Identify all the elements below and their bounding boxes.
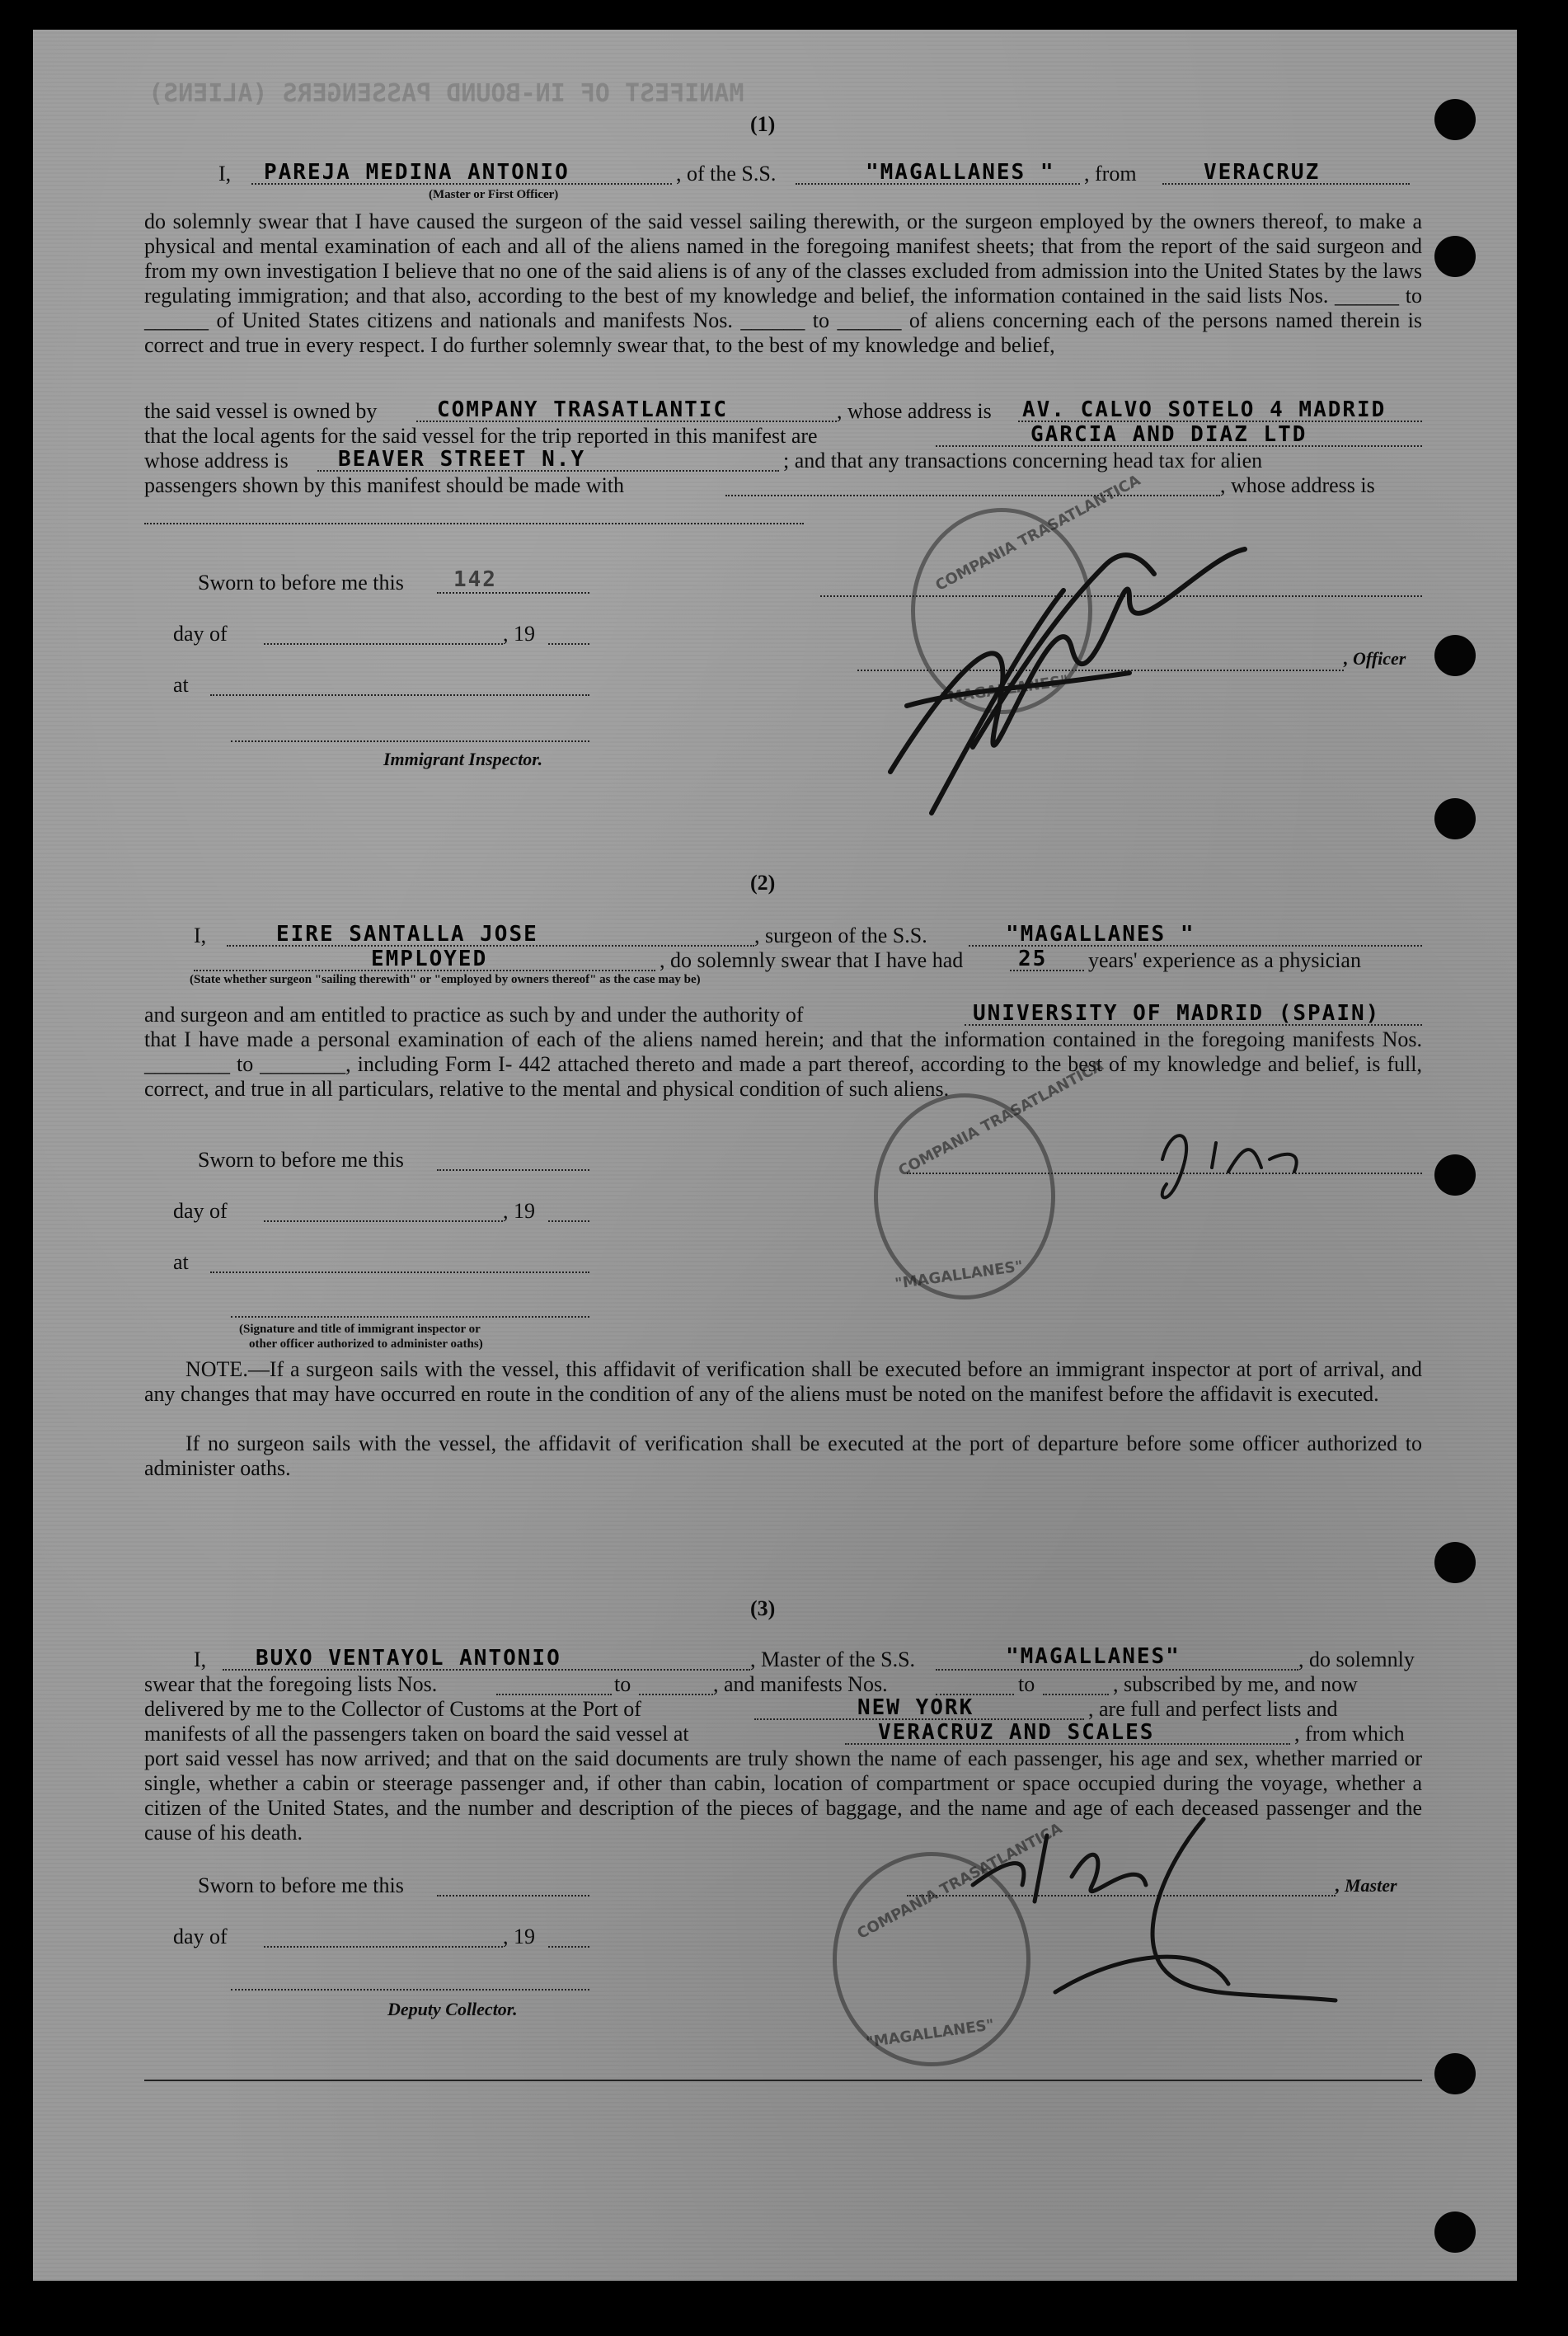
year-line (548, 1946, 589, 1948)
to-label: to (614, 1672, 631, 1696)
line3-a: delivered by me to the Collector of Customs at the Port of (144, 1697, 641, 1721)
section1-i-label: I, (218, 162, 232, 186)
year-line (548, 643, 589, 645)
officer-caption: (Master or First Officer) (429, 188, 559, 201)
section2-body-text: that I have made a personal examination of each of the aliens named herein; and that the information contained in the foregoing manifests Nos. ________ to ________, including Form I- 442 attached thereto and made a part thereof, according to the best of my knowledge and belief, is full, correct, and true in all particulars, relative to the mental and physical condition of such aliens. (144, 1027, 1422, 1101)
ports-departure-value: VERACRUZ AND SCALES (878, 1720, 1155, 1745)
affidavit-form (33, 30, 1517, 2281)
sworn-line (437, 1895, 589, 1897)
section2-i-label: I, (194, 924, 207, 947)
master-signature (956, 1803, 1352, 2033)
officer-name-value: PAREJA MEDINA ANTONIO (264, 160, 570, 185)
at-line (210, 694, 589, 696)
surgeon-vessel-value: "MAGALLANES " (1006, 922, 1195, 947)
agents-address-label: whose address is (144, 449, 289, 472)
head-tax-text: ; and that any transactions concerning head tax for alien (783, 449, 1263, 472)
officer-signature (857, 500, 1319, 830)
at-label: at (173, 673, 189, 697)
owner-value: COMPANY TRASATLANTIC (437, 397, 729, 422)
port-from-value: VERACRUZ (1204, 160, 1321, 185)
day-of-line (264, 643, 503, 645)
agents-address-value: BEAVER STREET N.Y (338, 447, 586, 472)
made-with-text: passengers shown by this manifest should be made with (144, 473, 625, 497)
surgeon-name-value: EIRE SANTALLA JOSE (276, 922, 538, 947)
lists-from-line (496, 1694, 612, 1695)
manifests-to-line (1043, 1694, 1109, 1695)
agents-value: GARCIA AND DIAZ LTD (1030, 422, 1307, 447)
sig-caption-1: (Signature and title of immigrant inspector or (239, 1323, 481, 1336)
swear-text: , do solemnly swear that I have had (660, 948, 964, 972)
stamp-ship: "MAGALLANES" (939, 672, 1070, 707)
collector-caption: Deputy Collector. (387, 1999, 518, 2019)
master-vessel-line (936, 1669, 1298, 1671)
line2-c: , subscribed by me, and now (1113, 1672, 1358, 1696)
sworn-label: Sworn to before me this (198, 1873, 404, 1897)
master-of-label: , Master of the S.S. (750, 1647, 916, 1671)
collector-signature-line (231, 1989, 589, 1991)
address-continuation-line (144, 523, 804, 524)
stamp-ship: "MAGALLANES" (865, 2016, 996, 2052)
sworn-day-value: 142 (453, 567, 497, 592)
years-value: 25 (1018, 947, 1048, 971)
stamp-text: COMPANIA TRASATLANTICA (932, 471, 1143, 595)
surgeon-of-label: , surgeon of the S.S. (754, 924, 927, 947)
inspector-signature-line (231, 740, 589, 742)
day-of-label: day of (173, 622, 228, 646)
sig-caption-2: other officer authorized to administer oaths) (249, 1337, 483, 1351)
sworn-line (437, 1169, 589, 1171)
authority-value: UNIVERSITY OF MADRID (SPAIN) (973, 1001, 1381, 1026)
made-with-line (725, 495, 1220, 496)
owner-address-value: AV. CALVO SOTELO 4 MADRID (1022, 397, 1387, 422)
sworn-label: Sworn to before me this (198, 571, 404, 595)
sworn-line (437, 592, 589, 594)
year-line (548, 1220, 589, 1222)
year-label: , 19 (503, 622, 535, 646)
solemnly-label: , do solemnly (1298, 1647, 1415, 1671)
line4-a: manifests of all the passengers taken on board the said vessel at (144, 1722, 689, 1746)
stamp-text: COMPANIA TRASATLANTICA (854, 1819, 1065, 1944)
day-of-line (264, 1946, 503, 1948)
master-name-value: BUXO VENTAYOL ANTONIO (256, 1646, 561, 1671)
section-number: (2) (750, 871, 776, 895)
year-label: , 19 (503, 1199, 535, 1223)
master-label: , Master (1336, 1875, 1397, 1896)
authority-text: and surgeon and am entitled to practice as such by and under the authority of (144, 1003, 804, 1027)
at-label: at (173, 1250, 189, 1274)
of-the-ss-label: , of the S.S. (676, 162, 777, 186)
lists-to-line (639, 1694, 713, 1695)
years-text: years' experience as a physician (1088, 948, 1361, 972)
year-label: , 19 (503, 1925, 535, 1948)
day-of-line (264, 1220, 503, 1222)
scanned-page (33, 30, 1517, 2281)
day-of-label: day of (173, 1925, 228, 1948)
section1-body-text: do solemnly swear that I have caused the surgeon of the said vessel sailing therewith, or the surgeon employed by the owners thereof, to make a physical and mental examination of each and all of the aliens named in the foregoing manifest sheets; that from the report of the said surgeon and from my own investigation I believe that no one of the said aliens is of any of the classes excluded from admission into the United States by the laws regulating immigration; and that also, according to the best of my knowledge and belief, the information contained in the said lists Nos. ______ to ______ of United States citizens and nationals and manifests Nos. ______ to ______ of aliens concerning each of the persons named therein is correct and true in every respect. I do further solemnly swear that, to the best of my knowledge and belief, (144, 209, 1422, 357)
bleed-through-header-text: MANIFEST OF IN-BOUND PASSENGERS (ALIENS) (148, 79, 744, 108)
made-with-end: , whose address is (1220, 473, 1375, 497)
line4-b: , from which (1294, 1722, 1405, 1746)
master-vessel-value: "MAGALLANES" (1006, 1644, 1181, 1669)
from-label: , from (1084, 162, 1137, 186)
port-value: NEW YORK (857, 1695, 974, 1720)
stamp-ship: "MAGALLANES" (894, 1257, 1025, 1293)
whose-address-label: , whose address is (837, 399, 992, 423)
bottom-rule (144, 2080, 1422, 2081)
inspector-caption: Immigrant Inspector. (383, 749, 543, 769)
stamp-text: COMPANIA TRASATLANTICA (895, 1056, 1106, 1181)
sworn-label: Sworn to before me this (198, 1148, 404, 1172)
section-number: (1) (750, 112, 776, 136)
vessel-value: "MAGALLANES " (866, 160, 1055, 185)
surgeon-signature (1138, 1110, 1336, 1209)
to-label: to (1018, 1672, 1035, 1696)
section-number: (3) (750, 1596, 776, 1620)
agents-label: that the local agents for the said vessel for the trip reported in this manifest are (144, 424, 818, 448)
line2-b: , and manifests Nos. (713, 1672, 888, 1696)
line3-b: , are full and perfect lists and (1088, 1697, 1338, 1721)
section3-i-label: I, (194, 1647, 207, 1671)
note-2: If no surgeon sails with the vessel, the affidavit of verification shall be executed at the port of departure before some officer authorized to administer oaths. (144, 1431, 1422, 1480)
inspector-signature-line (231, 1316, 589, 1318)
employment-caption: (State whether surgeon "sailing therewith" or "employed by owners thereof" as the case may be) (190, 973, 701, 986)
day-of-label: day of (173, 1199, 228, 1223)
owned-by-label: the said vessel is owned by (144, 399, 378, 423)
note-1: NOTE.—If a surgeon sails with the vessel, this affidavit of verification shall be executed before an immigrant inspector at port of arrival, and any changes that may have occurred en route in the condition of any of the aliens must be noted on the manifest before the affidavit is executed. (144, 1357, 1422, 1406)
section3-body-text: port said vessel has now arrived; and that on the said documents are truly shown the name of each passenger, his age and sex, whether married or single, whether a cabin or steerage passenger and, if other than cabin, location of compartment or space occupied during the voyage, whether a citizen of the United States, and the number and description of the pieces of baggage, and the name and age of each deceased passenger and the cause of his death. (144, 1746, 1422, 1845)
employment-value: EMPLOYED (371, 947, 488, 971)
officer-label: , Officer (1344, 648, 1406, 669)
line2-a: swear that the foregoing lists Nos. (144, 1672, 438, 1696)
at-line (210, 1271, 589, 1273)
